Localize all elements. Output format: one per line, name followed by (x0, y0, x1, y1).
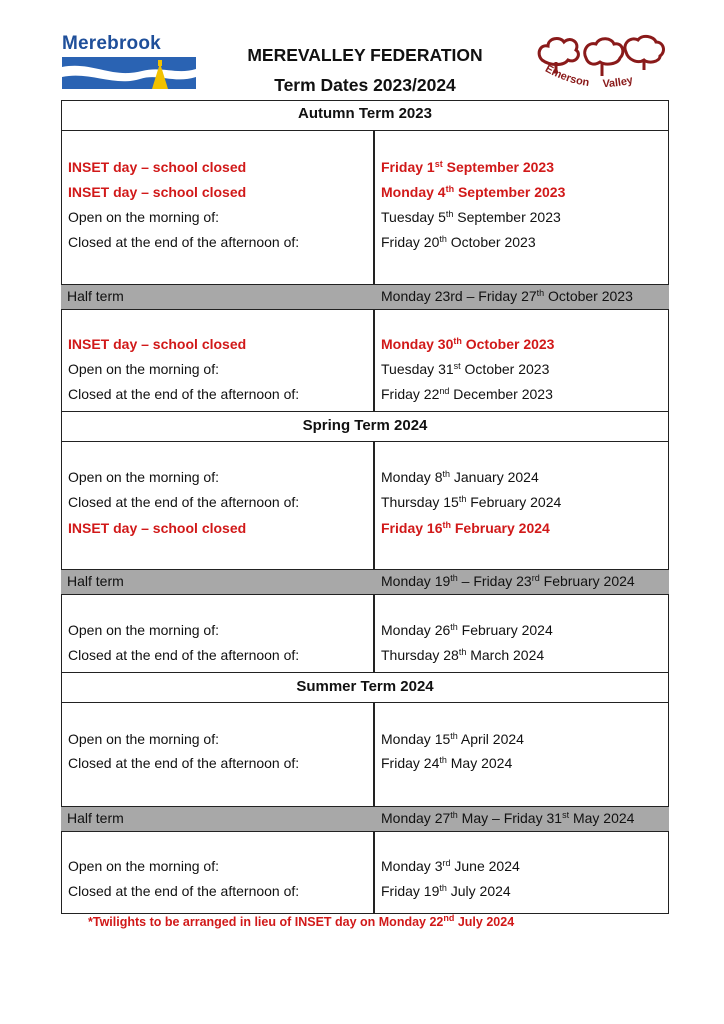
autumn-close-date: Friday 20th October 2023 (381, 234, 536, 250)
half-term-label: Half term (67, 288, 124, 304)
autumn-inset-1-date: Friday 1st September 2023 (381, 159, 555, 175)
document-header (0, 0, 724, 100)
summer2-open-label: Open on the morning of: (68, 858, 219, 874)
half-term-dates: Monday 23rd – Friday 27th October 2023 (381, 288, 633, 304)
emerson-valley-trees-graphic (534, 32, 669, 98)
autumn-open-label: Open on the morning of: (68, 209, 219, 225)
summer-term-heading: Summer Term 2024 (61, 672, 669, 703)
spring2-close-date: Thursday 28th March 2024 (381, 647, 545, 663)
spring-open-label: Open on the morning of: (68, 469, 219, 485)
summer2-close-label: Closed at the end of the afternoon of: (68, 883, 300, 899)
autumn2-inset-date: Monday 30th October 2023 (381, 336, 555, 352)
spring-inset-date: Friday 16th February 2024 (381, 520, 550, 536)
autumn-inset-1-label: INSET day – school closed (68, 159, 247, 175)
half-term-label: Half term (67, 810, 124, 826)
autumn2-open-date: Tuesday 31st October 2023 (381, 361, 550, 377)
spring-close-date: Thursday 15th February 2024 (381, 494, 562, 510)
autumn-inset-2-label: INSET day – school closed (68, 184, 247, 200)
spring-inset-label: INSET day – school closed (68, 520, 247, 536)
summer2-open-date: Monday 3rd June 2024 (381, 858, 520, 874)
autumn-term-heading: Autumn Term 2023 (61, 100, 669, 131)
autumn2-close-date: Friday 22nd December 2023 (381, 386, 553, 402)
column-divider (373, 131, 375, 285)
column-divider (373, 442, 375, 570)
merebrook-logo-graphic (62, 57, 196, 89)
federation-title: MEREVALLEY FEDERATION (247, 45, 483, 65)
term-dates-title: Term Dates 2023/2024 (274, 75, 456, 95)
autumn-half-term-row (61, 284, 669, 310)
spring-open-date: Monday 8th January 2024 (381, 469, 539, 485)
spring2-close-label: Closed at the end of the afternoon of: (68, 647, 300, 663)
half-term-dates: Monday 19th – Friday 23rd February 2024 (381, 573, 635, 589)
column-divider (373, 703, 375, 807)
summer-close-date: Friday 24th May 2024 (381, 755, 513, 771)
autumn2-open-label: Open on the morning of: (68, 361, 219, 377)
summer-close-label: Closed at the end of the afternoon of: (68, 755, 300, 771)
emerson-valley-logo-text: Emerson Valley (543, 62, 635, 91)
half-term-dates: Monday 27th May – Friday 31st May 2024 (381, 810, 635, 826)
merebrook-logo-text: Merebrook (62, 33, 161, 54)
summer2-close-date: Friday 19th July 2024 (381, 883, 511, 899)
autumn-inset-2-date: Monday 4th September 2023 (381, 184, 566, 200)
autumn-open-date: Tuesday 5th September 2023 (381, 209, 561, 225)
spring-half-term-row (61, 569, 669, 595)
summer-open-label: Open on the morning of: (68, 731, 219, 747)
summer-half-term-row (61, 806, 669, 832)
spring-close-label: Closed at the end of the afternoon of: (68, 494, 300, 510)
spring-term-heading: Spring Term 2024 (61, 411, 669, 442)
twilights-footnote: *Twilights to be arranged in lieu of INSET day on Monday 22nd July 2024 (88, 913, 515, 929)
autumn2-close-label: Closed at the end of the afternoon of: (68, 386, 300, 402)
autumn-close-label: Closed at the end of the afternoon of: (68, 234, 300, 250)
spring2-open-date: Monday 26th February 2024 (381, 622, 553, 638)
summer-open-date: Monday 15th April 2024 (381, 731, 524, 747)
spring2-open-label: Open on the morning of: (68, 622, 219, 638)
half-term-label: Half term (67, 573, 124, 589)
merebrook-logo (62, 33, 196, 89)
autumn2-inset-label: INSET day – school closed (68, 336, 247, 352)
emerson-valley-logo (534, 32, 669, 98)
